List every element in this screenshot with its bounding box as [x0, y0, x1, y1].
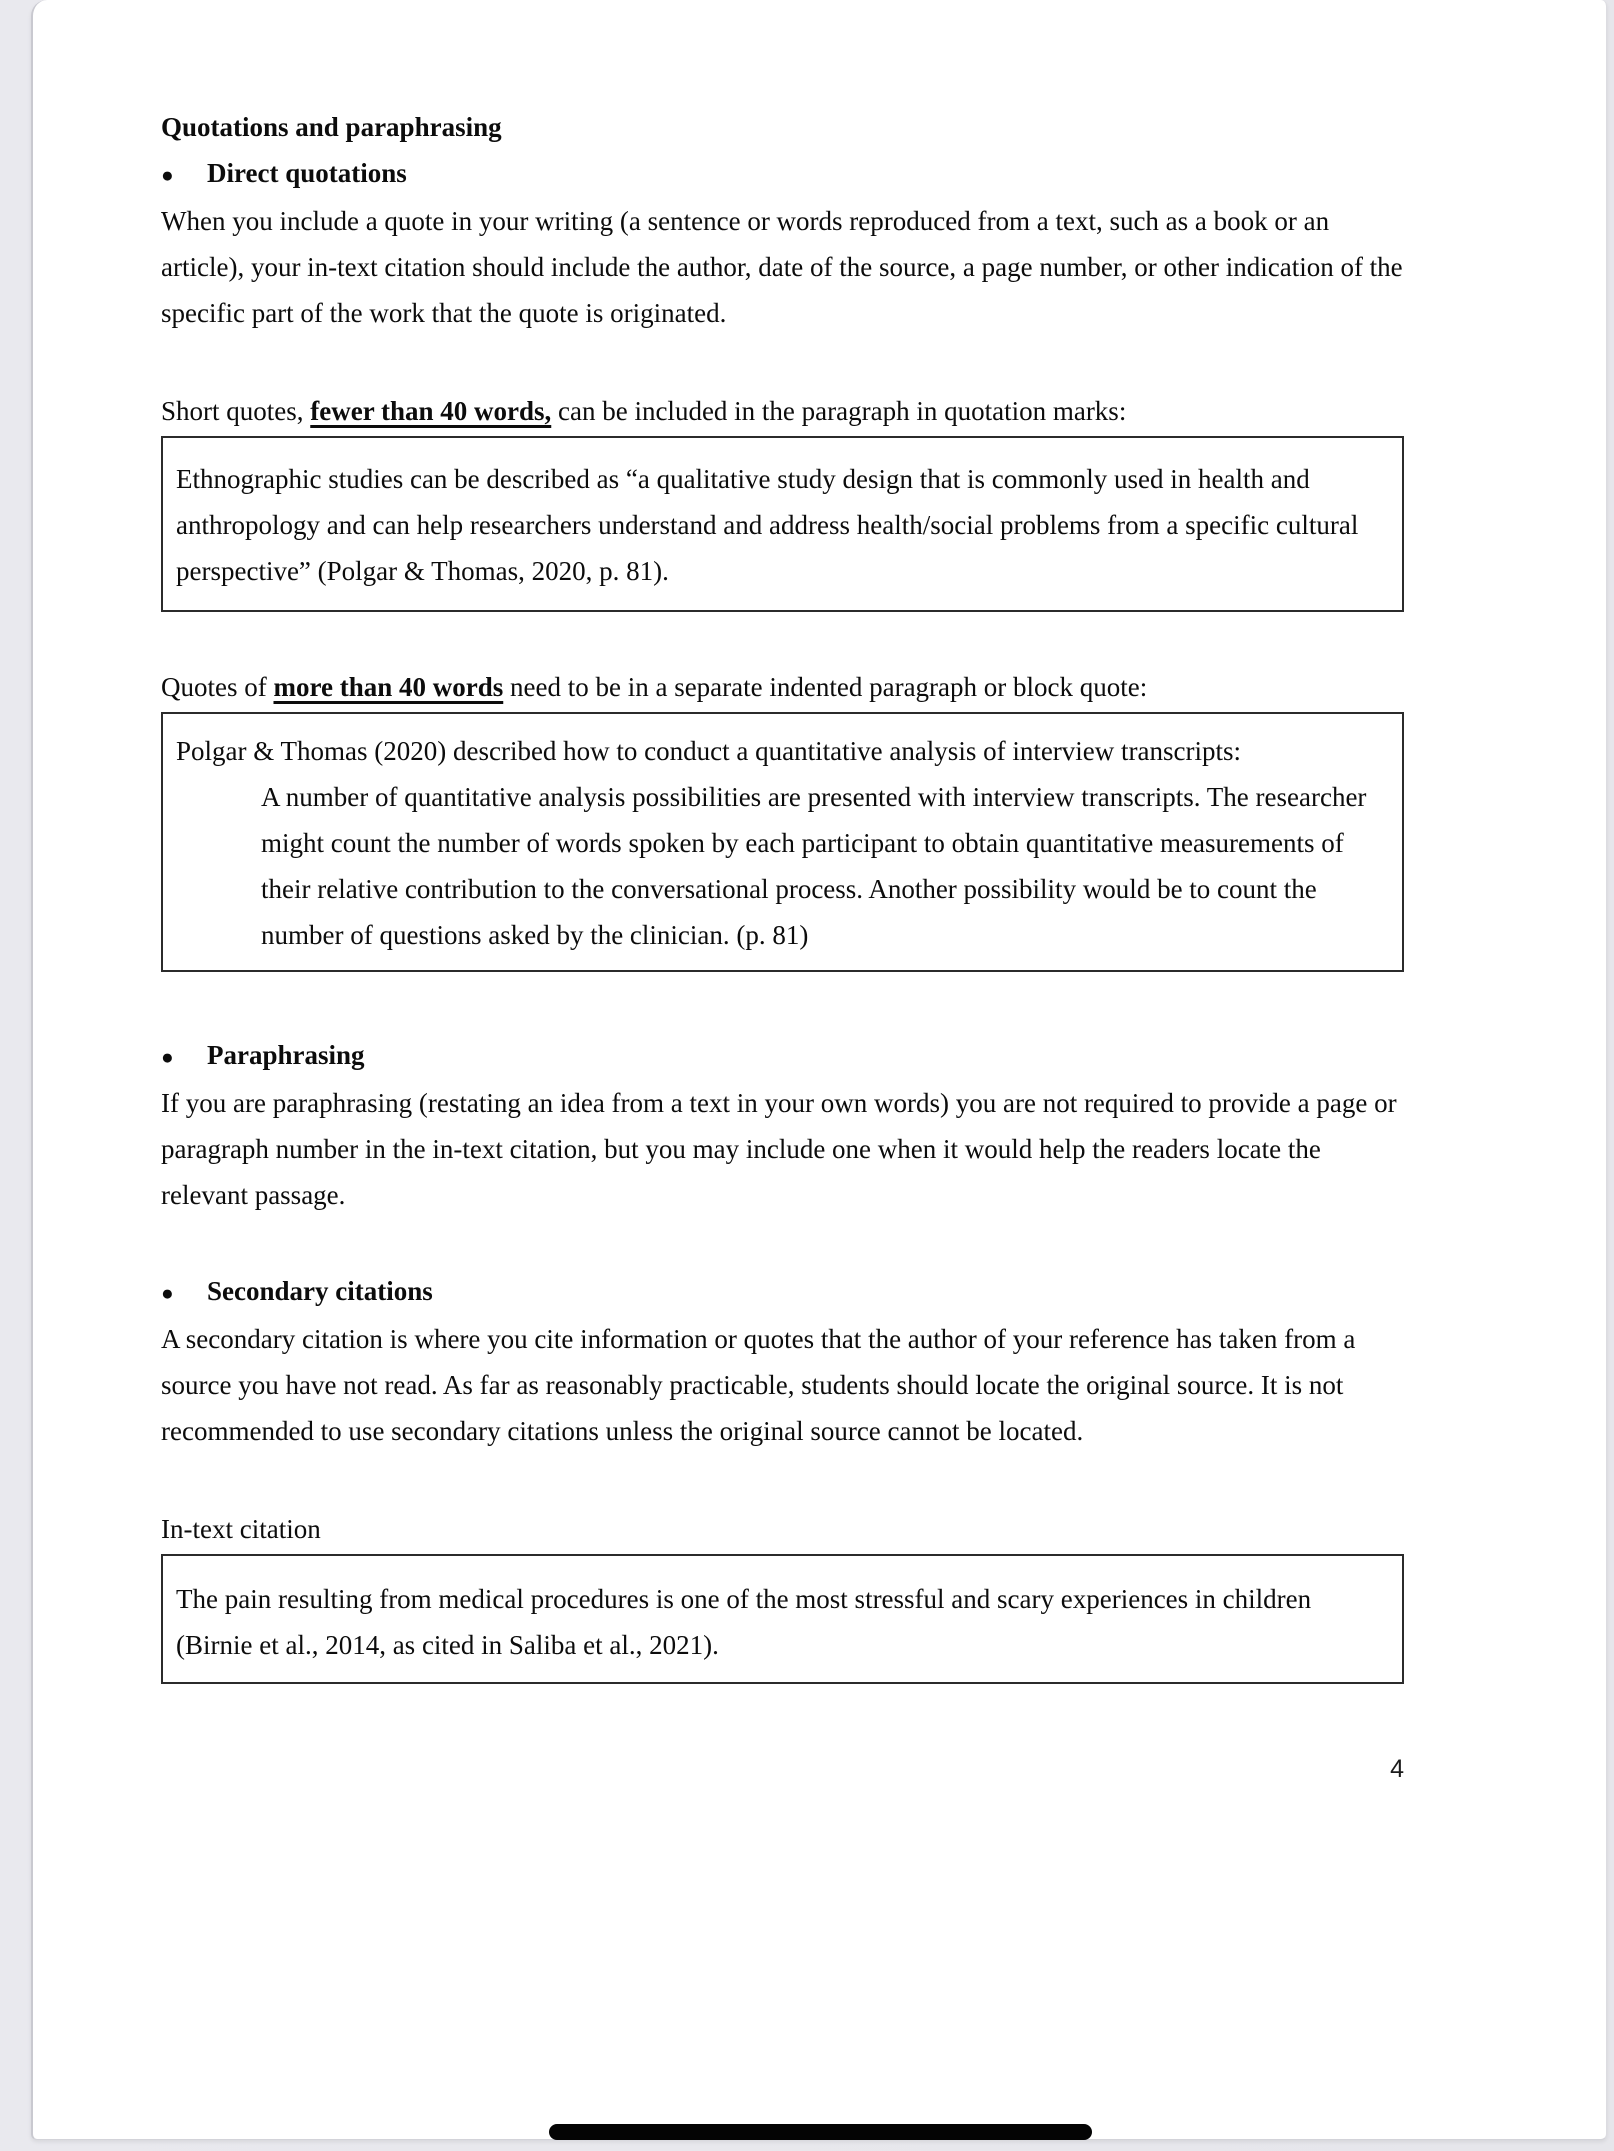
bullet-icon: ● — [161, 1281, 174, 1305]
short-quotes-lead-suffix: can be included in the paragraph in quotation marks: — [551, 396, 1127, 426]
block-quotes-lead-suffix: need to be in a separate indented paragraph or block quote: — [503, 672, 1148, 702]
quote-box-short — [161, 436, 1404, 612]
in-text-citation-label: In-text citation — [161, 1514, 321, 1544]
document-page — [31, 0, 1607, 2140]
bullet-icon: ● — [161, 1045, 174, 1069]
home-indicator[interactable] — [549, 2124, 1092, 2140]
short-quotes-lead — [161, 388, 1404, 434]
document-content — [161, 0, 1404, 1784]
quote-box-block — [161, 712, 1404, 972]
block-quotes-emphasis: more than 40 words — [273, 672, 504, 702]
paraphrasing-heading: Paraphrasing — [207, 1040, 365, 1070]
paragraph-direct-quotations: When you include a quote in your writing (a sentence or words reproduced from a text, such as a book or an article), your in-text citation should include the author, date of the source, a page number, or other indication of the specific part of the work that the quote is originated. — [161, 206, 1403, 328]
bullet-item-paraphrasing — [161, 1032, 1404, 1080]
bullet-item-direct-quotations — [161, 150, 1404, 198]
direct-quotations-heading: Direct quotations — [207, 158, 407, 188]
paragraph-secondary-citations: A secondary citation is where you cite information or quotes that the author of your reference has taken from a source you have not read. As far as reasonably practicable, students should locate the original source. It is not recommended to use secondary citations unless the original source cannot be located. — [161, 1324, 1356, 1446]
block-quote-intro: Polgar & Thomas (2020) described how to conduct a quantitative analysis of interview transcripts: — [176, 736, 1241, 766]
block-quotes-lead-prefix: Quotes of — [161, 672, 274, 702]
page-title: Quotations and paraphrasing — [161, 112, 502, 142]
page-number: 4 — [1390, 1755, 1404, 1783]
block-quote-indented: A number of quantitative analysis possibilities are presented with interview transcripts. The researcher might count the number of words spoken by each participant to obtain quantitative measurements of their relative contribution to the conversational process. Another possibility would be to count the number of questions asked by the clinician. (p. 81) — [261, 782, 1367, 950]
bullet-icon: ● — [161, 163, 174, 187]
short-quotes-emphasis: fewer than 40 words, — [310, 396, 552, 426]
short-quote-example: Ethnographic studies can be described as “a qualitative study design that is commonly used in health and anthropology and can help researchers understand and address health/social problems from a specific cultural perspective” (Polgar & Thomas, 2020, p. 81). — [176, 464, 1359, 586]
paragraph-paraphrasing: If you are paraphrasing (restating an idea from a text in your own words) you are not required to provide a page or paragraph number in the in-text citation, but you may include one when it would help the readers locate the relevant passage. — [161, 1088, 1397, 1210]
block-quotes-lead — [161, 664, 1404, 710]
intext-citation-example: The pain resulting from medical procedures is one of the most stressful and scary experiences in children (Birnie et al., 2014, as cited in Saliba et al., 2021). — [176, 1584, 1312, 1660]
bullet-item-secondary-citations — [161, 1268, 1404, 1316]
short-quotes-lead-prefix: Short quotes, — [161, 396, 311, 426]
secondary-citations-heading: Secondary citations — [207, 1276, 433, 1306]
quote-box-intext — [161, 1554, 1404, 1684]
